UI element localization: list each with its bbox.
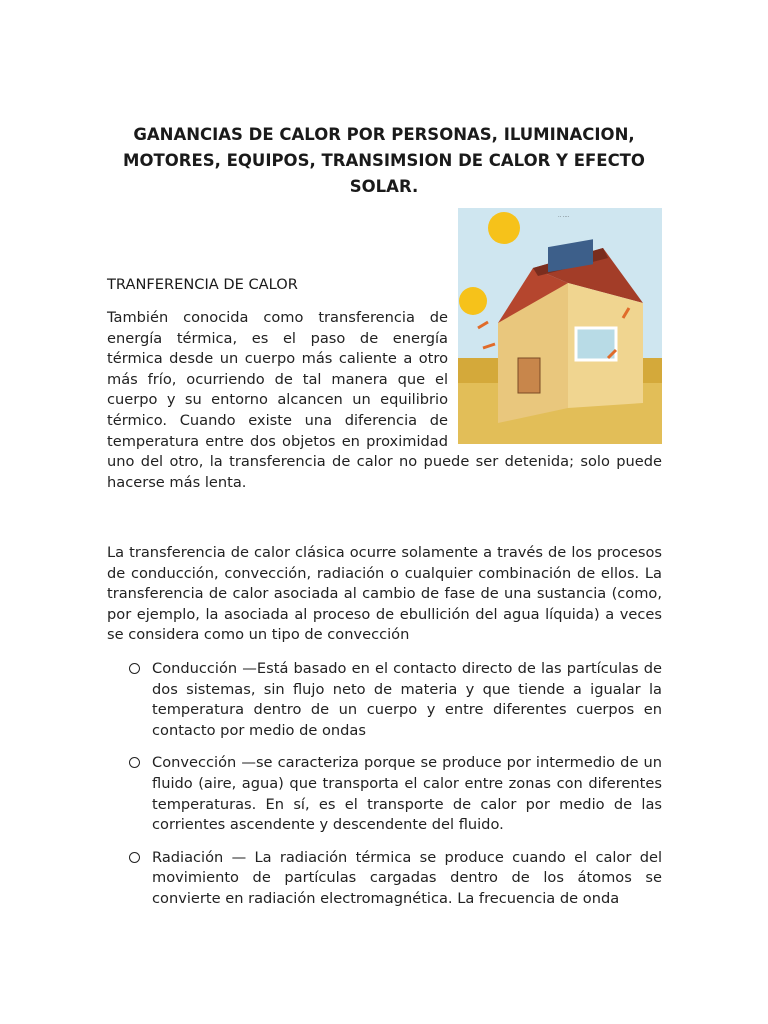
bullet-list — [127, 659, 662, 922]
bullet-circle-icon — [129, 852, 140, 863]
section-heading: TRANFERENCIA DE CALOR — [107, 276, 298, 293]
bullet-text: Conducción —Está basado en el contacto directo de las partículas de dos sistemas, sin flujo neto de materia y que tiende a igualar la temperatura dentro de un cuerpo y entre diferentes cuerpos en contacto por medio de ondas — [152, 660, 662, 739]
list-item — [127, 848, 662, 910]
svg-text:·· ····: ·· ···· — [558, 214, 570, 220]
list-item — [127, 659, 662, 741]
bullet-text: Radiación — La radiación térmica se produce cuando el calor del movimiento de partículas cargadas dentro de los átomos se convierte en radiación electromagnética. La frecuencia de onda — [152, 848, 662, 907]
bullet-circle-icon — [129, 757, 140, 768]
paragraph-2: La transferencia de calor clásica ocurre solamente a través de los procesos de conducción, convección, radiación o cualquier combinación de ellos. La transferencia de calor asociada al cambio de fase de una sustancia (como, por ejemplo, la asociada al proceso de ebullición del agua líquida) a veces se considera como un tipo de convección — [107, 544, 662, 644]
bullet-circle-icon — [129, 663, 140, 674]
bullet-text: Convección —se caracteriza porque se produce por intermedio de un fluido (aire, agua) que transporta el calor entre zonas con diferentes temperaturas. En sí, es el transporte de calor por medio de las corrientes ascendente y descendente del fluido. — [152, 754, 662, 834]
intro-paragraph: También conocida como transferencia de energía térmica, es el paso de energía térmica desde un cuerpo más caliente a otro más frío, ocurriendo de tal manera que el cuerpo y su entorno alcancen un equilibrio térmico. Cuando existe una diferencia de temperatura entre dos objetos en proximidad uno del otro, la transferencia de calor no puede ser detenida; solo puede hacerse más lenta. — [107, 309, 662, 491]
list-item — [127, 753, 662, 835]
page-title: GANANCIAS DE CALOR POR PERSONAS, ILUMINACION, MOTORES, EQUIPOS, TRANSIMSION DE CALOR Y EFECTO SOLAR. — [123, 125, 645, 196]
house-heat-illustration-icon — [458, 208, 662, 444]
